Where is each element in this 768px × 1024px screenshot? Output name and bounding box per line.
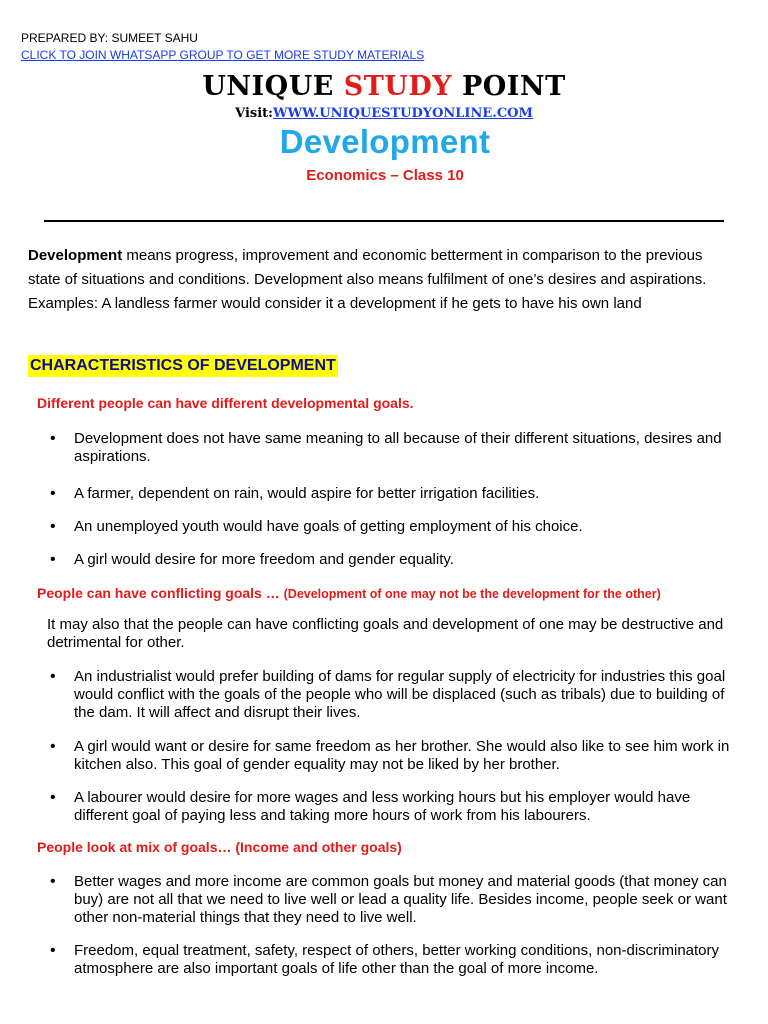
divider-line (44, 220, 724, 222)
whatsapp-join-link[interactable]: CLICK TO JOIN WHATSAPP GROUP TO GET MORE STUDY MATERIALS (21, 48, 425, 62)
conflicting-goals-paragraph: It may also that the people can have conflicting goals and development of one may be destructive and detrimental for other. (47, 616, 724, 651)
list-item: • A girl would desire for more freedom and gender equality. (50, 551, 454, 569)
characteristics-heading: CHARACTERISTICS OF DEVELOPMENT (28, 355, 338, 377)
intro-section (28, 244, 728, 316)
list-item: • A farmer, dependent on rain, would aspire for better irrigation facilities. (50, 485, 539, 503)
brand-visit (0, 106, 768, 122)
intro-bold-term: Development (28, 247, 123, 264)
conflicting-goals-heading (37, 584, 661, 603)
list-item: • A labourer would desire for more wages and less working hours but his employer would have different goal of paying less and taking more hours of work from his labourers. (50, 789, 730, 825)
brand-title-accent: STUDY (343, 71, 453, 102)
prepared-by: PREPARED BY: SUMEET SAHU (21, 31, 198, 45)
list-item: • Development does not have same meaning to all because of their different situations, desires and aspirations. (50, 430, 730, 466)
brand-title-part2: POINT (452, 71, 566, 102)
visit-label: Visit: (235, 106, 273, 121)
list-item: • An unemployed youth would have goals of getting employment of his choice. (50, 518, 583, 536)
intro-example: Examples: A landless farmer would consider it a development if he gets to have his own land (28, 295, 642, 312)
list-item: • Better wages and more income are common goals but money and material goods (that money can buy) are not all that we need to live well or lead a quality life. Besides income, people seek or want other non-material things that they need to live well. (50, 873, 730, 927)
mix-of-goals-heading: People look at mix of goals… (Income and other goals) (37, 839, 402, 855)
document-subtitle: Economics – Class 10 (306, 167, 464, 184)
website-link[interactable]: WWW.UNIQUESTUDYONLINE.COM (272, 106, 533, 121)
conflicting-goals-title: People can have conflicting goals … (37, 585, 284, 601)
intro-definition (28, 244, 728, 292)
list-item: • A girl would want or desire for same freedom as her brother. She would also like to see him work in kitchen also. This goal of gender equality may not be liked by her brother. (50, 738, 730, 774)
brand-title (0, 70, 768, 104)
different-goals-heading: Different people can have different developmental goals. (37, 395, 414, 411)
list-item: • An industrialist would prefer building of dams for regular supply of electricity for industries this goal would conflict with the goals of the people who will be displaced (such as tribals) due to building of the dam. It will affect and disrupt their lives. (50, 668, 730, 722)
intro-definition-text: means progress, improvement and economic betterment in comparison to the previous state of situations and conditions. Development also means fulfilment of one’s desires and aspirations. (28, 247, 707, 288)
list-item: • Freedom, equal treatment, safety, respect of others, better working conditions, non-discriminatory atmosphere are also important goals of life other than the goal of more income. (50, 942, 730, 978)
brand-title-part1: UNIQUE (202, 71, 344, 102)
conflicting-goals-note: (Development of one may not be the development for the other) (283, 587, 661, 601)
document-title: Development (279, 123, 491, 160)
